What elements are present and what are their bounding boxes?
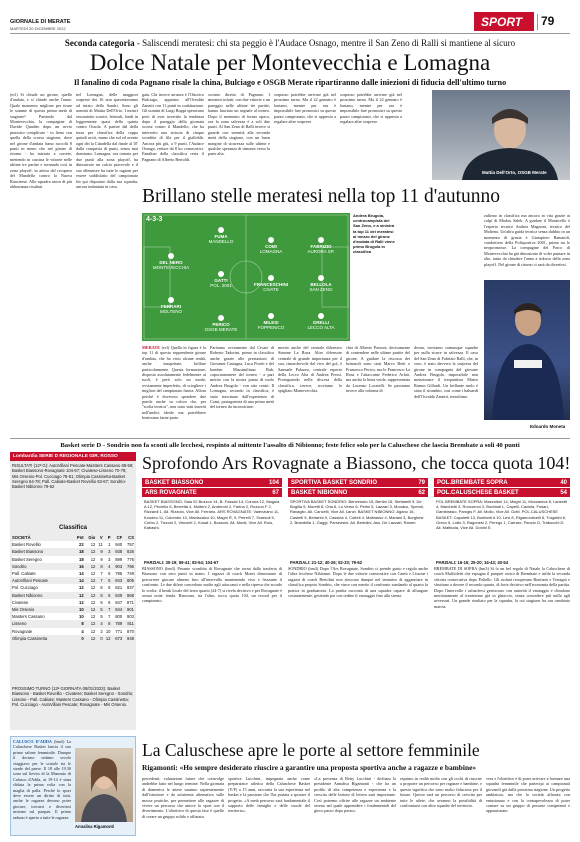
standings-cell: 800 — [115, 614, 123, 620]
standings-cell: 9 — [100, 556, 103, 562]
standings-cell: 12 — [79, 585, 84, 591]
standings-cell: 12 — [90, 592, 96, 598]
story1-kicker-bold: Seconda categoria — [64, 38, 135, 48]
standings-cell: Pol. Cucciago — [12, 585, 38, 591]
standings-cell: 12 — [90, 556, 96, 562]
standings-cell: 803 — [127, 614, 134, 620]
standings-cell: 837 — [127, 585, 134, 591]
box2-lineups: SPORTIVA BASKET SONDRIO: Benvenuto 15, Bertini 15, Stefanelli 9, De Bugilia 9, Moretti 8, Oria 6, Lo Verso 6, Perini 5, Lazzari 3, Monaco, Speroli, Ravaglio. All. Cancelli, Vice All. Lanzi. BASKET NIBIONNO: Agano 16, Castelli 9, Bertarini 9, Cassina 4, Cotteli 4, Maltrasso 4, Mariani 3, Borghesi 2, Brambilla 1, Gaggi, Parravisini. All. Bertolini, Ass. De Lazzari, Raneri. — [290, 499, 425, 525]
player-team: LOMAGNA — [259, 249, 283, 255]
box3-score2: 54 — [560, 489, 567, 496]
standings-header-cell: P — [107, 535, 111, 540]
box2-score2: 62 — [418, 489, 425, 496]
standings-cell: 12 — [90, 621, 96, 627]
story4-headline: La Caluschese apre le porte al settore femminile — [142, 740, 480, 760]
standings-cell: 12 — [79, 592, 84, 598]
formation-label: 4-3-3 — [146, 216, 163, 223]
box2-team2: BASKET NIBIONNO — [291, 489, 348, 496]
box1-lineups: BASKET BIASSONO: Sala 22 Buzzon 14, B. Fossati 14, Corona 12, Maguia A 12, Peciello 6, Berretta 4, Molteni 2, Andreoni 2, Farina 2, Ruzzon F 2, Rizzardi 1. All. Rizzuto, Vice All. Ferrario. ARS ROVAGNATE: Valenziano 11, Koudeo 11, Colombo 10, Maniscalco 10, Magni R, 9, Petrelli 7, Scarsoli 5, Corbo 2, Tizzoni 2, Visconti 2, Kusat 1, Bossoni. All. Monti, Vice All. Ruiu, Kabashi. — [144, 499, 280, 531]
standings-cell: 12 — [90, 578, 96, 584]
page-divider — [537, 14, 538, 30]
box1-report: BIASSONO (bm3) Pesante sconfitta di Rovagnate che torna dalla trasferta di Biassono con zero punti in mano. I ragazzi di coach Monti dimostrano di percorrere giocare almeno fino all'intervallo mantenendo vivo e frizzante il confronto. Le due difese concedono molto agli attaccanti e nella ripresa che accade lo svolta: il break locale del terzo quarto (24-7) si rivela decisivo e per Rovagnate è ormai notte fonda. Biassono, tra l'altro, tocca quota 104, un record per il campionato. — [142, 566, 282, 604]
standings-cell: 18 — [79, 556, 84, 562]
story2-column-1-text: (ecl) Quella in figura è la top 11 di questo seppendente girone d'andata, che ha visto alcune realtà, anche inaspettate, brillare particolarmente. Questa formazione, disposta assolutamente fedelmente ai ruoli, è però solo un modo, ovviamente imperfetto, di sciogliere i migliori del campionato finora. Allora perché è doveroso spendere due parole anche su coloro che, per "scelta tecnica", non sono stati inseriti nell'undici ideale ma potrebbero benissimo farne parte. — [142, 345, 206, 421]
player-name: GRELLI — [312, 320, 330, 325]
standings-cell: 795 — [115, 571, 123, 577]
box1-score2: 67 — [272, 489, 279, 496]
table-row — [12, 556, 134, 563]
standings-cell: 796 — [127, 563, 134, 569]
formation-graphic — [142, 213, 350, 341]
standings-cell: 6 — [108, 592, 111, 598]
standings-cell: 14 — [79, 571, 84, 577]
standings-cell: 673 — [115, 635, 123, 641]
box3-team1-bar — [434, 478, 570, 487]
standings-cell: 7 — [100, 578, 103, 584]
box3-partials: PARZIALI: 16-15; 25-20; 34-43; 40-54 — [436, 560, 509, 565]
standings-cell: 14 — [79, 578, 84, 584]
coach-photo-illustration — [432, 90, 570, 180]
standings-cell: 4 — [81, 628, 84, 634]
story3-kicker: Basket serie D - Sondrio non fa sconti alle lecchesi, respinto al mittente l'assalto di Nibionno; feste felice solo per la Caluschese che lascia Brembate a soli 40 punti — [60, 442, 520, 449]
player-name: DEL NERO — [159, 260, 183, 265]
standings-cell: 5 — [108, 578, 111, 584]
player-shirt-icon — [318, 313, 324, 319]
story2-side-caption: Andrea Brugola, centrocampista del San Zeno, e a sinistra la top 11 dei meratesi al mezzo del girone d'andata di Ralli viene primo Brugola in classifica — [353, 213, 395, 255]
standings-header-cell: CF — [116, 535, 123, 540]
standings-cell: 1 — [108, 542, 111, 548]
story4-sidebar-photo — [75, 748, 133, 822]
standings-cell: 12 — [90, 585, 96, 591]
player-team: MOLTENO — [160, 309, 182, 315]
player-card — [298, 313, 344, 330]
player-team: MONTEVECCHIA — [152, 265, 190, 271]
standings-cell: 3 — [108, 549, 111, 555]
standings-head-row — [12, 534, 134, 541]
player-shirt-icon — [168, 253, 174, 259]
story2-column-4: chia di Alberto Passoni, decisamente di contendere nelle ultime partite del girone. A guidare la riscossa dei brianzoli sono stati Marco Betti e Francesco Perico, ma lo Francesco La Rosa e l'attaccante Federico Arlati, ma anche la linea verde, rappresentata da Lorenzo Locatelli. Se passiamo invece alla colonna di — [346, 345, 410, 394]
standings-results: RISULTATI (12ª G): AutoVillani Pescate-Mastters Cassano 68-59; Basket Biassono-Rovagnate 104-67; Civatese-Lisseno 70-79; Mis Orsenio-Pol. Cucciago 78-81; Olimpia Cassinetta-Basket Seregno 64-78; Pall. Cabiate-Basket Rovellio 63-67; Sondrio-Basket Nibionno 79-62 — [12, 463, 134, 490]
story4-sidebar-caption: Annalisa Rigamonti — [75, 824, 115, 829]
standings-cell: 12 — [90, 563, 96, 569]
story1-column-1: (ecl) Si chiude un girone, quello d'andata, e si chiude anche l'anno. Quale momento migliore per tirare le somme di questa prima metà di stagione? Partendo dal Montevecchia, la compagine di Davide Quadrio dopo un avvio piuttosto complicato - in fieno con quella della scorsa stagione, dove nel girone d'andata fumo raccolti 8 punti in meno che nel girone di ritorno - ha iniziato a correre, mettendo in cascina le vittorie nelle ultime tre partite e tornando così in zona playoff, in attesa del recupero del Mandello contro la Nuova Rancieese. Allo squadra ancor di più abbastanza risultati. — [10, 92, 72, 189]
player-photo-illustration — [484, 280, 570, 420]
box2-report: SONDRIO (bm3) Dopo l'Ars Rovagnate, Sondrio ci prende gusto e regola anche l'altra lecchese Nibionno. Dopo le due vittorie consecutive con Cantù e Lissone i ragazzi di coach Bertolini non riescono dunque nel tentativo di agganciare in classifica proprio Sondrio, che vince con merito il confronto sondando al quarto la pratica in graduatoria. La partita racconta di una squadra capace di allungare costantemente, gestendo poi con ordine il vantaggio fino alla sirena. — [288, 566, 428, 599]
standings-header-cell: V — [99, 535, 103, 540]
table-row — [12, 592, 134, 599]
standings-cell: 12 — [90, 607, 96, 613]
player-card — [248, 275, 294, 292]
player-name: FUMA — [214, 234, 228, 239]
president-photo-illustration — [75, 748, 133, 822]
standings-cell: Basket Seregno — [12, 556, 42, 562]
box2 — [288, 478, 428, 565]
standings-cell: Basket Rovellio — [12, 542, 41, 548]
story4-column-4: esprimo in realtà molto con gli occhi di riuscire a proporre un percorso per ragazze e bambine, e questo significa che sono molto fiduciosa per il futuro. Questo sarà un percorso di crescita per tutte le atlete, che avranno la possibilità di confrontarsi con altre squadre del territorio. — [400, 776, 482, 809]
story4-sidebar-text — [13, 739, 71, 833]
standings-cell: 22 — [79, 542, 84, 548]
story4-sidebar-body: Dunque il decimo settimo secolo viaggiavo per le scatole tra le strade del paese. Il 18 alle 19.30 sono sul lievito di la Manonio di Calusco d'Adda, ai 19-14 è stata sfidata la prima volta con la maglia di palla. Perché lo sport deve essere un diritto di tutti, anche le ragazze devono poter giocare, trovarsi e divertirsi insieme sul parquet. Il primo raduno è aperto a tutte le ragazze. — [13, 749, 71, 820]
standings-cell: 0 — [81, 635, 84, 641]
standings-body — [12, 541, 134, 642]
standings-cell: 10 — [79, 607, 84, 613]
story2-column-1 — [142, 345, 206, 437]
table-row — [12, 548, 134, 555]
standings-cell: 12 — [79, 599, 84, 605]
standings-cell: 0 — [100, 635, 103, 641]
story2-column-6: zultimo in classifica ma ancora in vita grazie ai colpi di Modou Saleh. A guidare il Monticello è l'esperto tecnico Andrea Magnoni, tecnico del Molteno. Un'altra guida tecnica senza dubbio in un momento di grazia è Giampiero Ramaioli, condottiero della Polisportiva 2001, prima tra le neopromosse. La compagine del Parco di Montevecchia ha già dimostrato di voler puntare in alto, tanto da chiudere l'anno a ridosso della zona playoff. Nel girone di ritorno ci sarà da divertirsi. — [484, 213, 570, 267]
table-row — [12, 613, 134, 620]
standings-cell: 6 — [100, 599, 103, 605]
box1-team1-bar — [142, 478, 282, 487]
table-row — [12, 606, 134, 613]
box3-score1: 40 — [560, 479, 567, 486]
standings-cell: AutoVillani Pescate — [12, 578, 49, 584]
standings-header-cell: SOCIETÀ — [12, 535, 31, 540]
story4-column-3: «La presenza di Betty Lucchini - dichiara la presidente Annalisa Rigamonti - che ha un profilo di alta competenza e esperienza e la crescita delle lezioni di lettera sarà importante. Così potremo offrire alle ragazze un ambiente sereno nel quale apprendere i fondamentali del gioco passo dopo passo». — [314, 776, 396, 814]
standings-cell: 12 — [105, 635, 111, 641]
issue-date: MARTEDÌ 20 DICEMBRE 2022 — [10, 26, 66, 31]
table-row — [12, 599, 134, 606]
box1-team2-bar — [142, 488, 282, 497]
story2-column-5: destra, troviamo comunque squadre per nulla sicure in salvezza. Il caso del San Zeno di Fabrizio Ralli, che, in vero, è stato davvero la sorpresa del girone in compagnia del giovane Andrea Brugola, impossibile non menzionare il trequartista Mateo Ramos Gillardi. Un brillante ruolo è stato il ricambio, così come i baluardi dell'Osvaldo Zanetti, terzultimo. — [414, 345, 478, 399]
header-rule — [10, 33, 570, 34]
standings-cell: 3 — [108, 556, 111, 562]
standings-cell: 938 — [115, 549, 123, 555]
standings-cell: 8 — [108, 621, 111, 627]
standings-cell: Mis Orsenio — [12, 607, 35, 613]
table-row — [12, 584, 134, 591]
standings-cell: 806 — [127, 578, 134, 584]
standings-cell: 811 — [127, 621, 134, 627]
story2-headline: Brillano stelle meratesi nella top 11 d'autunno — [142, 186, 501, 207]
standings-cell: 10 — [79, 614, 84, 620]
player-card — [298, 237, 344, 254]
player-shirt-icon — [218, 315, 224, 321]
standings-cell: 4 — [100, 621, 103, 627]
story1-column-6: sorpasso potrebbe arrivare già nel prossimo turno. Ma il 22 gennaio è lontano, mentre per ora è impossibile fare pronostici su questo pazzo campionato, che si appresta a regalare altre sorprese. — [340, 92, 402, 125]
story1-photo — [432, 90, 570, 180]
standings-cell: Olimpia Cassinetta — [12, 635, 48, 641]
story4-sidebar-lead: (bm3) La Caluschese Basket lancia il suo primo salone femminile. — [13, 739, 71, 755]
box3-team1: POL.BREMBATE SOPRA — [437, 479, 508, 486]
box2-team1: SPORTIVA BASKET SONDRIO — [291, 479, 378, 486]
standings-title: Classifica — [58, 525, 88, 531]
player-shirt-icon — [318, 237, 324, 243]
story4-subhead: Rigamonti: «Ho sempre desiderato riuscire a garantire una proposta sportiva anche a ragazze e bambine» — [142, 763, 477, 772]
standings-cell: 12 — [90, 599, 96, 605]
standings-cell: 899 — [115, 556, 123, 562]
standings-cell: Sondrio — [12, 563, 27, 569]
player-card — [298, 275, 344, 292]
standings-cell: 6 — [100, 592, 103, 598]
table-row — [12, 628, 134, 635]
box1 — [142, 478, 282, 565]
box3-report: BREMBATE DI SOPRA (bm3) Si fa un bel regalo di Natale la Caluschese di coach Maffioletti che espugna il parquet ostico di Brembate e infila la seconda vittoria consecutiva dopo Poltello. Gli isolani recuperano Bonfanti e Terragni e sfruttano a dovere il secondo quarto, di forte decisivo nell'economia della partita. Dopo l'intervallo i caluschesi gestiscono con autorità il vantaggio e chiudono meritatamente al trentesimo già in ghiaccio, senza concedere più nulla agli avversari. Un grande risultato per la squadra, la cui stagione ha ora cambiato marcia. — [434, 566, 570, 609]
standings-cell: 18 — [79, 549, 84, 555]
player-card — [248, 237, 294, 254]
standings-cell: 5 — [100, 607, 103, 613]
standings-cell: 7 — [108, 607, 111, 613]
standings-cell: 12 — [90, 628, 96, 634]
standings-cell: 844 — [115, 607, 123, 613]
player-team: OSGB MERATE — [204, 327, 238, 333]
player-shirt-icon — [218, 227, 224, 233]
player-team: POL. 2001 — [210, 283, 232, 289]
player-card — [198, 227, 244, 244]
box3-lineups: POL.BREMBATE SOPRA: Mazzoleni 14, Magni 11, Mozzanica 8, Lanzetti 4, Marchetti 3, Roncoroni 3, Bonfanti L, Capelli, Caviola, Fusari, Gambirasio, Parogis F. All. Mollo, Vice All. Gotti. POL.CALUSCHESE BASKET: Capoletti 13, Bonfanti A 10, Levi 8, Rigamonticelli 6, Turgatini 6, Greco 5, Lotto 3, Ragonesi 2, Perego 1, Carraro, Panzio D, Trabucchi D. All. Mattioda, Vice All. Donini E. — [436, 499, 568, 531]
standings-cell: 4 — [108, 563, 111, 569]
player-team: FOPPENICO — [257, 325, 285, 331]
page-number: 79 — [541, 14, 555, 28]
standings-cell: 940 — [115, 542, 123, 548]
player-card — [148, 253, 194, 270]
standings-cell: 870 — [127, 628, 134, 634]
standings-cell: 7 — [100, 571, 103, 577]
box3-team2-bar — [434, 488, 570, 497]
story4-sidebar-title: CALUSCO D'ADDA — [13, 739, 52, 744]
standings-cell: 12 — [90, 549, 96, 555]
player-name: FABRIZIO — [310, 244, 332, 249]
player-shirt-icon — [268, 313, 274, 319]
box1-score1: 104 — [268, 479, 279, 486]
table-row — [12, 541, 134, 548]
standings-header-cell: Pnt — [76, 535, 84, 540]
standings-cell: 871 — [127, 599, 134, 605]
story2-dateline: MERATE — [142, 345, 161, 350]
player-shirt-icon — [168, 297, 174, 303]
standings-cell: 12 — [90, 635, 96, 641]
story4-column-1: precedenti, valutazioni future che coinvolge andrebbe fatto nel lungo termine. Nella giornata di domenica le attese saranno sapientemente dall'istruttore e da un'attenta alternativa sulle mosse pratiche, per permettere alle ragazze di vivere un percorso che unisce lo sport con il divertimento. L'obiettivo di questa fase è quello di creare un gruppo solido e affiatato. — [142, 776, 224, 819]
story2-column-2: Partiamo ovviamente dal Civate di Roberto Tadorini, primo in classifica anche grazie alle prestazioni di Giovanni Castagna, Luca Pirotti e del bomber Massimiliano Bub, capocannoniere del torneo - a pari merito con la nostra punta di ruolo Andrea Brugola - con otto centri. Il Lomagna, secondo in classifica, è stato trascinato dall'esperienza di Comi, protagonista di una prima metà del torneo da incorniciare. — [210, 345, 274, 410]
story4-column-5: vera e l'obiettivo è di poter arrivare a formare una squadra femminile che partecipi ai campionati giovanili già dalla prossima stagione. Un progetto ambizioso, ma che la società affronta con entusiasmo e con la consapevolezza di poter contare su un gruppo di persone competenti e appassionate. — [486, 776, 570, 814]
standings-cell: 868 — [127, 592, 134, 598]
standings-cell: Civatese — [12, 599, 29, 605]
standings-cell: 5 — [100, 614, 103, 620]
box2-team2-bar — [288, 488, 428, 497]
standings-cell: 12 — [90, 542, 96, 548]
player-name: FERRARI — [161, 304, 181, 309]
story1-kicker-rest: - Saliscendi meratesi: chi sta peggio è l'Audace Osnago, mentre il San Zeno di Ralli si mantiene al sicuro — [134, 38, 516, 48]
standings-cell: 847 — [115, 599, 123, 605]
standings-cell: Basket Biassono — [12, 549, 44, 555]
standings-cell: 6 — [100, 585, 103, 591]
story1-headline: Dolce Natale per Montevecchia e Lomagna — [89, 50, 491, 75]
standings-cell: 826 — [127, 549, 134, 555]
player-card — [248, 313, 294, 330]
player-shirt-icon — [218, 271, 224, 277]
standings-cell: 6 — [108, 585, 111, 591]
standings-cell: Masters Cassano — [12, 614, 45, 620]
masthead: GIORNALE DI MERATE — [10, 19, 71, 25]
standings-cell: 10 — [105, 628, 111, 634]
standings-cell: 821 — [115, 585, 123, 591]
standings-cell: 12 — [90, 614, 96, 620]
player-team: CIVATE — [263, 287, 279, 293]
story2-column-3: merito anche del centrale difensivo Simone La Rosa. Altro difensore centrale di grande importanza per il suo, rimarchevole dal vivo del gol, è Samuele Palazzo, centrale esperto della Lecco Alta di Andrea Pressi. Proseguendo nella discesa della classifica, invece, troviamo lo spigliato Montevecchia. — [278, 345, 342, 394]
player-shirt-icon — [268, 237, 274, 243]
standings-cell: 2 — [100, 628, 103, 634]
player-team: LECCO ALTA — [307, 325, 335, 331]
story2-photo-caption: Edoardo Moneta — [530, 424, 566, 429]
standings-cell: 7 — [108, 614, 111, 620]
story1-column-5: sorpasso potrebbe arrivare già nel prossimo turno. Ma il 22 gennaio è lontano, mentre per ora è impossibile fare pronostici su questo pazzo campionato, che si appresta a regalare altre sorprese. — [274, 92, 336, 125]
player-name: BELLOLA — [310, 282, 332, 287]
box3 — [434, 478, 570, 565]
story2-photo — [484, 280, 570, 420]
standings-cell: 901 — [127, 607, 134, 613]
standings-cell: Rovagnate — [12, 628, 33, 634]
player-team: SAN ZENO — [309, 287, 333, 293]
standings-header-bar: Lombardia SERIE D REGIONALE GIR. ROSSO — [10, 452, 136, 461]
box1-team1: BASKET BIASSONO — [145, 479, 204, 486]
player-card — [198, 271, 244, 288]
story1-kicker — [10, 38, 570, 48]
box2-partials: PARZIALI: 21-12; 40-26; 52-33; 79-62 — [290, 560, 363, 565]
standings-cell: 849 — [115, 592, 123, 598]
standings-header-cell: CS — [128, 535, 134, 540]
box1-team2: ARS ROVAGNATE — [145, 489, 197, 496]
player-shirt-icon — [318, 275, 324, 281]
story3-divider — [10, 438, 570, 439]
standings-cell: 11 — [98, 542, 103, 548]
player-shirt-icon — [268, 275, 274, 281]
box2-score1: 79 — [418, 479, 425, 486]
standings-cell: 789 — [115, 621, 123, 627]
player-card — [148, 297, 194, 314]
box1-partials: PARZIALI: 30-19; 59-41; 83-54; 104-67 — [144, 560, 219, 565]
standings-cell: 843 — [115, 578, 123, 584]
story1-column-4: scontro diretto di Pagnano. I meratesi infatti, con due vittorie e un pareggio nelle ultime tre partite, hanno lanciato un segnale al torneo. Dopo il momento di forma opaco, ora la zona salvezza è a soli due punti. Al San Zeno di Ralli invece si guarda con serenità alla seconda metà della stagione, con un buon margine di sicurezza sulle ultime e qualche speranza di rimonta verso la parte alta. — [208, 92, 270, 157]
standings-cell: Basket Nibionno — [12, 592, 43, 598]
standings-table — [12, 534, 134, 642]
player-name: MILESI — [263, 320, 279, 325]
standings-cell: 749 — [127, 571, 134, 577]
player-team: MANDELLO — [208, 239, 234, 245]
box2-team1-bar — [288, 478, 428, 487]
standings-cell: 948 — [127, 635, 134, 641]
standings-cell: 12 — [90, 571, 96, 577]
standings-cell: 16 — [79, 563, 84, 569]
standings-cell: 5 — [108, 571, 111, 577]
standings-cell: 6 — [108, 599, 111, 605]
story1-column-3: gata. Chi invece arranca è l'Ottorico Bulciago, appaiato all'Osvaldo Zanetti con 11 punti in coabitazione. Gli uomini di Luigi Ruppi speravano però di aver invertito la tendenza dopo il pareggio della giornata scorsa contro il Mandello, che ha interrotto una striscia di cinque sconfitte di fila per il gialloblù. Ancora più giù, a 9 punti, l'Audace Osnago, reduce da 8 ko consecutivi. Fanalino della classifica resta il Pagnano di Alberto Bertoldi. — [142, 92, 204, 162]
player-name: GATTI — [214, 278, 228, 283]
standings-cell: 8 — [100, 563, 103, 569]
player-card — [198, 315, 244, 332]
box3-team2: POL.CALUSCHESE BASKET — [437, 489, 519, 496]
table-row — [12, 570, 134, 577]
player-name: PERICO — [212, 322, 230, 327]
section-label: SPORT — [481, 15, 523, 29]
story4-column-2: sportiva Lucchini, impegnata anche come preparatrice atletica della Caluschese Basket (Y/F) a 15 anni, racconta la sua esperienza nel basket e la passione che l'ha portata a sposare il progetto. «A metà percorso sarà fondamentale il supporto delle famiglie e delle scuole del territorio». — [228, 776, 310, 814]
story1-photo-caption: Mattia Dell'Orto, OSGB Merate — [482, 170, 547, 175]
standings-cell: Pall. Cabiate — [12, 571, 36, 577]
player-name: COMI — [265, 244, 277, 249]
standings-header-cell: Gio — [88, 535, 96, 540]
player-team: AURORA SP. — [307, 249, 335, 255]
standings-next-round: PROSSIMO TURNO (13ª GIORNATA 08/01/2023): Basket Biassono - Basket Rovellio - Civatese; Basket Seregno - Sondrio; Lissone - Pall. Cabiate; Masters Cassano - Olimpia Cassinetta; Pol. Cucciago - AutoVillani Pescate; Rovagnate - Mis Orsenio. — [12, 686, 134, 707]
player-name: FRANCESCHINI — [253, 282, 288, 287]
story3-headline: Sprofondo Ars Rovagnate a Biassono, che tocca quota 104! — [142, 453, 571, 473]
standings-cell: 771 — [115, 628, 123, 634]
table-row — [12, 620, 134, 627]
standings-cell: Lisseno — [12, 621, 27, 627]
table-row — [12, 635, 134, 642]
table-row — [12, 577, 134, 584]
story1-subhead: Il fanalino di coda Pagnano risale la china, Bulciago e OSGB Merate ripartiranno dalle iniezioni di fiducia dell'ultimo turno — [73, 78, 507, 87]
standings-cell: 757 — [127, 542, 134, 548]
standings-cell: 776 — [127, 556, 134, 562]
standings-cell: 9 — [100, 549, 103, 555]
table-row — [12, 563, 134, 570]
standings-cell: 8 — [81, 621, 84, 627]
story1-column-2: nel Lomagna, delle maggiori sorprese dei 16 non spaventeranno ad inizio della Sandri. Sono gli uomini di Mattia Dell'Orto. I mostri sessantotto scontri, letterali, fondi in leggermente quasi della quinta contro Ossola. A partire dal della terza per classifica della coppa quindi avvii, mano che sul ed avente ogni dei la Cittadella dal finale al 10' dalla conquista di punti, senza mai dominato. Lomagna, ora tornata per due punti alla zona playoff, ha dimostrato un calcio piacevole e il suo allenatore ha tutte le ragioni per essere soddisfatto del campionato fin qui disputato dalla sua squadra, ancora imbattuta in casa. — [76, 92, 138, 189]
standings-cell: 903 — [115, 563, 123, 569]
